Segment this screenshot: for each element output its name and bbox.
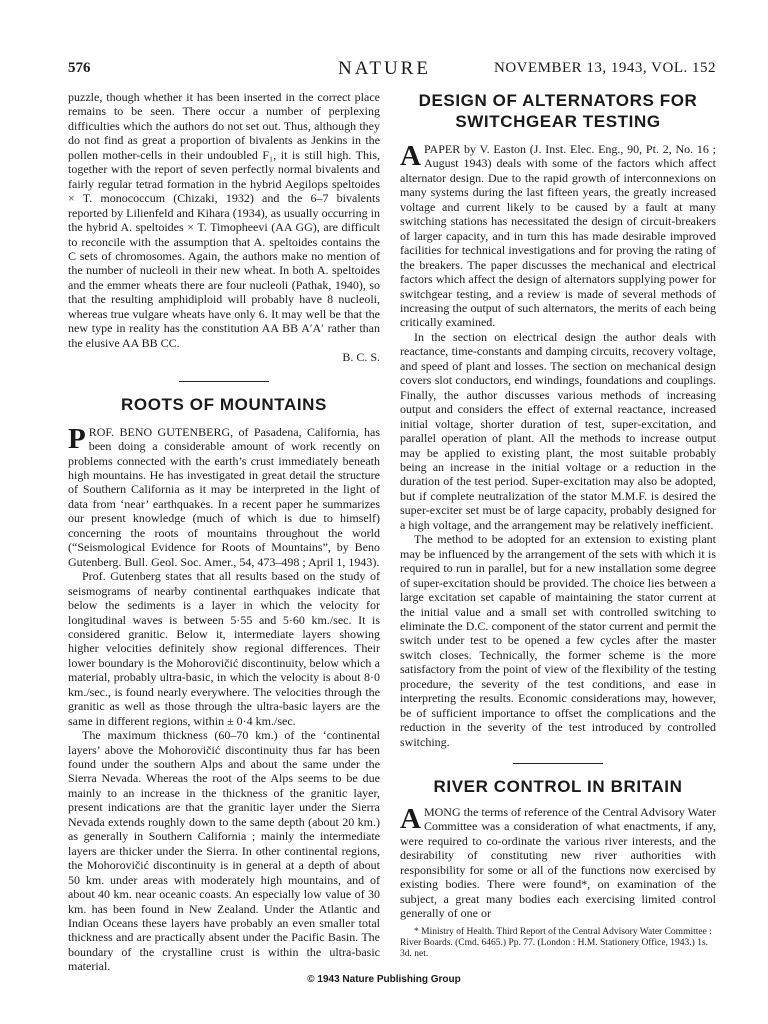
- alternators-paragraph-3: The method to be adopted for an extension to existing plant may be influenced by the arrangement of the sets with which it is required to run in parallel, but for a new installation some degree of super-excitation should be provided. The choice lies between a large excitation set capable of maintaining the stator current at the initial value and a small set with controlled switching to eliminate the D.C. component of the stator current and permit the switch under test to be opened a few cycles after the master switch closes. Technically, the former scheme is the more satisfactory from the point of view of the flexibility of the testing procedure, the severity of the test conditions, and ease in interpreting the results. Economic considerations may, however, be of sufficient importance to offset the complications and the reduction in the severity of the test introduced by controlled switching.: [400, 532, 716, 749]
- roots-paragraph-3: The maximum thickness (60–70 km.) of the ‘continental layers’ above the Mohorovičić discontinuity thus far has been found under the southern Alps and about the same under the Sierra Nevada. Whereas the root of the Alps seems to be due mainly to an increase in the thickness of the granitic layer, present indications are that the granitic layer under the Sierra Nevada extends roughly down to the same depth (about 20 km.) as generally in Southern California ; mainly the intermediate layers are thicker under the Sierra. In other continental regions, the Mohorovičić discontinuity is in general at a depth of about 50 km. under areas with moderately high mountains, and of about 40 km. near oceanic coasts. An especially low value of 30 km. has been found in New Zealand. Under the Atlantic and Indian Oceans these layers have probably an even smaller total thickness and are practically absent under the Pacific Basin. The boundary of the crystalline crust is within the ultra-basic material.: [68, 728, 380, 974]
- section-title-alternators: DESIGN OF ALTERNATORS FOR SWITCHGEAR TESTING: [418, 91, 698, 131]
- section-title-roots: ROOTS OF MOUNTAINS: [121, 394, 327, 414]
- roots-paragraph-1: PROF. BENO GUTENBERG, of Pasadena, California, has been doing a considerable amount of work recently on problems connected with the earth’s crust immediately beneath high mountains. He has investigated in great detail the structure of Southern California as it may be interpreted in the light of data from ‘near’ earthquakes. In a recent paper he summarizes our present knowledge (much of which is due to himself) concerning the roots of mountains throughout the world (“Seismological Evidence for Roots of Mountains”, by Beno Gutenberg. Bull. Geol. Soc. Amer., 54, 473–498 ; April 1, 1943).: [68, 422, 380, 569]
- left-column: [68, 90, 380, 974]
- roots-paragraph-2: Prof. Gutenberg states that all results based on the study of seismograms of nearby continental earthquakes indicate that below the sediments is a layer in which the velocity for longitudinal waves is between 5·55 and 5·60 km./sec. It is considered granitic. Below it, intermediate layers showing higher velocities definitely show regional differences. Their lower boundary is the Mohorovičić discontinuity, below which a material, probably ultra-basic, in which the velocity is about 8·0 km./sec., is found nearly everywhere. The velocities through the granitic as well as those through the ultra-basic layers are the same in different regions, within ± 0·4 km./sec.: [68, 569, 380, 728]
- continued-paragraph: puzzle, though whether it has been inserted in the correct place remains to be seen. There occur a number of perplexing difficulties which the authors do not set out. Thus, although they do not find as great a proportion of bivalents as Jenkins in the pollen mother-cells in their undoubled F₁, it is still high. This, together with the report of seven perfectly normal bivalents and fairly regular tetrad formation in the hybrid Aegilops speltoides × T. monococcum (Chizaki, 1932) and the 6–7 bivalents reported by Lilienfeld and Kihara (1934), as usually occurring in the hybrid A. speltoides × T. Timopheevi (AA GG), are difficult to reconcile with the assumption that A. speltoides contains the C sets of chromosomes. Again, the authors make no mention of the number of nucleoli in their new wheat. In both A. speltoides and the emmer wheats there are four nucleoli (Pathak, 1940), so that the resulting amphidiploid will probably have 8 nucleoli, whereas true vulgare wheats have only 6. It may well be that the new type in reality has the constitution AA BB A′A′ rather than the elusive AA BB CC.: [68, 90, 380, 350]
- drop-cap: A: [400, 803, 421, 836]
- author-signoff: B. C. S.: [342, 350, 380, 365]
- alternators-paragraph-2: In the section on electrical design the author deals with reactance, time-constants and damping circuits, recovery voltage, and speed of plant and losses. The section on mechanical design covers slot conductors, end windings, foundations and couplings. Finally, the author discusses various methods of increasing output and considers the effect of external reactance, increased initial voltage, shorter duration of test, super-excitation, and parallel operation of plant. All the methods to increase output may be applied to existing plant, the most suitable probably being an increase in the initial voltage or a reduction in the duration of the test period. Super-excitation may also be adopted, but if complete neutralization of the stator M.M.F. is desired the super-exciter set must be of large capacity, probably designed for a high voltage, and the arrangement may be relatively inefficient.: [400, 329, 716, 532]
- running-header: [68, 60, 716, 84]
- footnote: * Ministry of Health. Third Report of the Central Advisory Water Committee : River Boards. (Cmd. 6465.) Pp. 77. (London : H.M. Stationery Office, 1943.) 1s. 3d. net.: [400, 926, 712, 959]
- journal-title: NATURE: [338, 58, 431, 79]
- right-column: [400, 90, 716, 960]
- section-title-river-control: RIVER CONTROL IN BRITAIN: [433, 777, 683, 797]
- issue-date: NOVEMBER 13, 1943, VOL. 152: [494, 60, 716, 76]
- page-number: 576: [68, 60, 91, 76]
- river-paragraph-1: AMONG the terms of reference of the Central Advisory Water Committee was a consideration of what enactments, if any, were required to co-ordinate the various river interests, and the desirability of constituting new river authorities with responsibility for some or all of the functions now exercised by existing bodies. There were found*, on examination of the subject, a great many bodies each exercising limited control generally of one or: [400, 803, 716, 921]
- copyright-notice: © 1943 Nature Publishing Group: [307, 974, 461, 985]
- drop-cap: A: [400, 140, 421, 172]
- drop-cap: P: [68, 422, 86, 455]
- alternators-paragraph-1: A PAPER by V. Easton (J. Inst. Elec. Eng., 90, Pt. 2, No. 16 ; August 1943) deals with some of the factors which affect alternator design. Due to the rapid growth of interconnexions on many systems during the last fifteen years, the greatly increased voltage and current likely to be caused by a fault at many switching stations has necessitated the design of circuit-breakers of larger capacity, and in turn this has made desirable improved facilities for technical investigations and for proving the rating of the breakers. The paper discusses the mechanical and electrical factors which affect the design of alternators supplying power for switchgear testing, and a review is made of several methods of increasing the output of such alternators, the merits of each being critically examined.: [400, 140, 716, 330]
